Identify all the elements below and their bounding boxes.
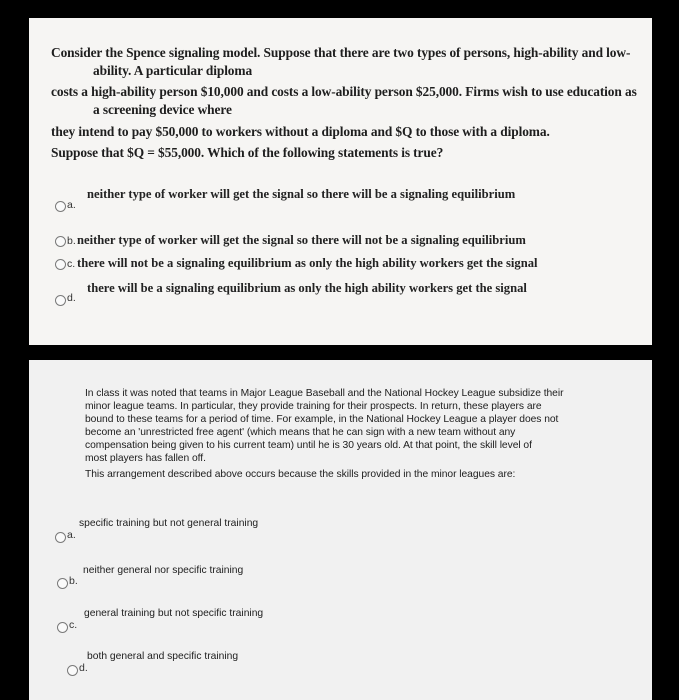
option-text: neither type of worker will get the signal so there will be a signaling equilibrium bbox=[87, 187, 516, 201]
question-2-text-line: This arrangement described above occurs because the skills provided in the minor leagues are: bbox=[85, 469, 516, 480]
question-1-text-line: a screening device where bbox=[93, 102, 232, 117]
option-text: there will be a signaling equilibrium as only the high ability workers get the signal bbox=[87, 281, 527, 295]
question-1-card bbox=[29, 18, 652, 345]
option-letter: a. bbox=[67, 199, 76, 211]
question-2-option-c[interactable] bbox=[29, 606, 429, 636]
radio-button[interactable] bbox=[57, 622, 68, 633]
question-1-option-d[interactable] bbox=[29, 278, 629, 308]
question-2-text-line: become an 'unrestricted free agent' (which means that he can sign with a new team without any bbox=[85, 427, 516, 438]
radio-button[interactable] bbox=[67, 665, 78, 676]
question-1-option-a[interactable] bbox=[29, 183, 629, 213]
question-2-text-line: most players has fallen off. bbox=[85, 453, 206, 464]
question-2-option-d[interactable] bbox=[29, 650, 429, 680]
radio-button[interactable] bbox=[55, 201, 66, 212]
radio-button[interactable] bbox=[55, 236, 66, 247]
option-letter: d. bbox=[67, 292, 76, 304]
question-1-text-line: ability. A particular diploma bbox=[93, 63, 253, 78]
question-1-text-line: Suppose that $Q = $55,000. Which of the following statements is true? bbox=[51, 145, 444, 160]
radio-button[interactable] bbox=[55, 295, 66, 306]
option-letter: d. bbox=[79, 662, 88, 674]
question-1-text-line: they intend to pay $50,000 to workers without a diploma and $Q to those with a diploma. bbox=[51, 124, 550, 139]
option-letter: a. bbox=[67, 529, 76, 541]
question-2-option-b[interactable] bbox=[29, 562, 429, 592]
radio-button[interactable] bbox=[57, 578, 68, 589]
question-2-text-line: In class it was noted that teams in Major League Baseball and the National Hockey League subsidize their bbox=[85, 388, 564, 399]
question-2-text-line: minor league teams. In particular, they provide training for their prospects. In return, these players are bbox=[85, 401, 542, 412]
question-1-option-b[interactable] bbox=[29, 231, 629, 251]
question-2-card bbox=[29, 360, 652, 700]
radio-button[interactable] bbox=[55, 532, 66, 543]
option-letter: b. bbox=[67, 235, 76, 247]
option-letter: b. bbox=[69, 575, 78, 587]
option-text: general training but not specific training bbox=[84, 608, 264, 619]
option-text: there will not be a signaling equilibrium as only the high ability workers get the signal bbox=[77, 256, 538, 270]
question-2-option-a[interactable] bbox=[29, 515, 429, 545]
option-letter: c. bbox=[67, 258, 76, 270]
question-2-text-line: compensation being given to his current team) until he is 30 years old. At that point, the skill level of bbox=[85, 440, 532, 451]
question-1-option-c[interactable] bbox=[29, 254, 629, 274]
option-text: specific training but not general training bbox=[79, 518, 259, 529]
question-1-text-line: Consider the Spence signaling model. Suppose that there are two types of persons, high-ability and low- bbox=[51, 45, 631, 60]
question-2-text-line: bound to these teams for a period of time. For example, in the National Hockey League a player does not bbox=[85, 414, 559, 425]
option-text: neither type of worker will get the signal so there will not be a signaling equilibrium bbox=[77, 233, 526, 247]
option-letter: c. bbox=[69, 619, 78, 631]
question-1-text-line: costs a high-ability person $10,000 and costs a low-ability person $25,000. Firms wish to use education as bbox=[51, 84, 637, 99]
option-text: neither general nor specific training bbox=[83, 565, 244, 576]
option-text: both general and specific training bbox=[87, 651, 239, 662]
radio-button[interactable] bbox=[55, 259, 66, 270]
